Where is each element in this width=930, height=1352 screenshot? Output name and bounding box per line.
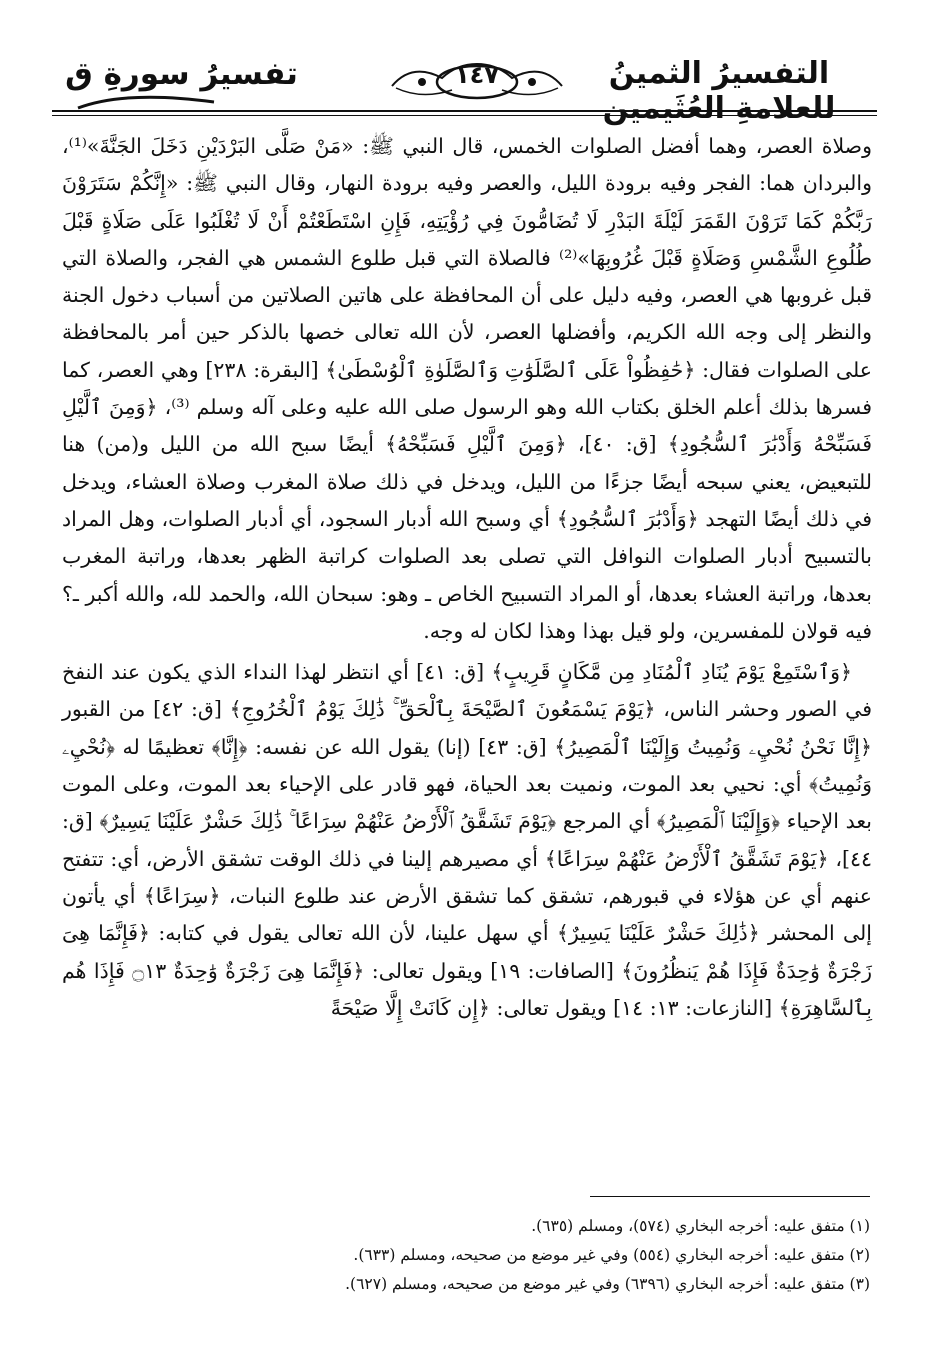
running-header bbox=[52, 48, 877, 126]
book-title: التفسيرُ الثمينُ للعلامةِ العُثَيمين bbox=[602, 56, 836, 126]
footnote: (٣) متفق عليه: أخرجه البخاري (٦٣٩٦) وفي غير موضع من صحيحه، ومسلم (٦٢٧). bbox=[345, 1275, 870, 1293]
paragraph: وصلاة العصر، وهما أفضل الصلوات الخمس، قال النبي ﷺ: «مَنْ صَلَّى البَرْدَيْنِ دَخَلَ الجَنَّةَ»⁽¹⁾، والبردان هما: الفجر وفيه برودة الليل، والعصر وفيه برودة النهار، وقال النبي ﷺ: «إِنَّكُمْ سَتَرَوْنَ رَبَّكُمْ كَمَا تَرَوْنَ القَمَرَ لَيْلَةَ البَدْرِ لَا تُضَامُّونَ فِي رُؤْيَتِهِ، فَإِنِ اسْتَطَعْتُمْ أَنْ لَا تُغْلَبُوا عَلَى صَلَاةٍ قَبْلَ طُلُوعِ الشَّمْسِ وَصَلَاةٍ قَبْلَ غُرُوبِهَا»⁽²⁾ فالصلاة التي قبل طلوع الشمس هي الفجر، والصلاة التي قبل غروبها هي العصر، وفيه دليل على أن المحافظة على هاتين الصلاتين من أسباب دخول الجنة والنظر إلى وجه الله الكريم، وأفضلها العصر، لأن الله تعالى خصها بالذكر حين أمر بالمحافظة على الصلوات فقال: ﴿حَٰفِظُواْ عَلَى ٱلصَّلَوَٰتِ وَٱلصَّلَوٰةِ ٱلْوُسْطَىٰ﴾ [البقرة: ٢٣٨] وهي العصر، كما فسرها بذلك أعلم الخلق بكتاب الله وهو الرسول صلى الله عليه وعلى آله وسلم ⁽³⁾، ﴿وَمِنَ ٱلَّيْلِ فَسَبِّحْهُ وَأَدْبَٰرَ ٱلسُّجُودِ﴾ [ق: ٤٠]، ﴿وَمِنَ ٱلَّيْلِ فَسَبِّحْهُ﴾ أيضًا سبح الله من الليل و(من) هنا للتبعيض، يعني سبحه أيضًا جزءًا من الليل، ويدخل في ذلك صلاة المغرب وصلاة العشاء، ويدخل في ذلك أيضًا التهجد ﴿وَأَدْبَٰرَ ٱلسُّجُودِ﴾ أي وسبح الله أدبار السجود، أي أدبار الصلوات، وهل المراد بالتسبيح أدبار الصلوات النوافل التي تصلى بعد الصلوات كراتبة الظهر بعدها، وراتبة المغرب بعدها، وراتبة العشاء بعدها، أو المراد التسبيح الخاص ـ وهو: سبحان الله، والحمد لله، والله أكبر ـ؟ فيه قولان للمفسرين، ولو قيل بهذا وهذا لكان له وجه. bbox=[62, 134, 873, 643]
header-rule-thin bbox=[52, 115, 877, 116]
footnote: (١) متفق عليه: أخرجه البخاري (٥٧٤)، ومسلم (٦٣٥). bbox=[531, 1217, 870, 1235]
main-text bbox=[62, 128, 872, 1027]
header-rule bbox=[52, 110, 877, 112]
footnote: (٢) متفق عليه: أخرجه البخاري (٥٥٤) وفي غير موضع من صحيحه، ومسلم (٦٣٣). bbox=[353, 1246, 870, 1264]
paragraph: ﴿وَٱسْتَمِعْ يَوْمَ يُنَادِ ٱلْمُنَادِ مِن مَّكَانٍ قَرِيبٍ﴾ [ق: ٤١] أي انتظر لهذا النداء الذي يكون عند النفخ في الصور وحشر الناس، ﴿يَوْمَ يَسْمَعُونَ ٱلصَّيْحَةَ بِٱلْحَقِّ ۚ ذَٰلِكَ يَوْمُ ٱلْخُرُوجِ﴾ [ق: ٤٢] من القبور ﴿إِنَّا نَحْنُ نُحْيِۦ وَنُمِيتُ وَإِلَيْنَا ٱلْمَصِيرُ﴾ [ق: ٤٣] (إنا) يقول الله عن نفسه: ﴿إِنَّا﴾ تعظيمًا له ﴿نُحْيِۦ وَنُمِيتُ﴾ أي: نحيي بعد الموت، ونميت بعد الحياة، فهو قادر على الإحياء بعد الموت، وعلى الموت بعد الإحياء ﴿وَإِلَيْنَا ٱلْمَصِيرُ﴾ أي المرجع ﴿يَوْمَ تَشَقَّقُ ٱلْأَرْضُ عَنْهُمْ سِرَاعًا ۚ ذَٰلِكَ حَشْرٌ عَلَيْنَا يَسِيرٌ﴾ [ق: ٤٤]، ﴿يَوْمَ تَشَقَّقُ ٱلْأَرْضُ عَنْهُمْ سِرَاعًا﴾ أي مصيرهم إلينا في ذلك الوقت تشقق الأرض، أي: تتفتح عنهم أي عن هؤلاء في قبورهم، تشقق كما تشقق الأرض عند طلوع النبات، ﴿سِرَاعًا﴾ أي يأتون إلى المحشر ﴿ذَٰلِكَ حَشْرٌ عَلَيْنَا يَسِيرٌ﴾ أي سهل علينا، لأن الله تعالى يقول في كتابه: ﴿فَإِنَّمَا هِىَ زَجْرَةٌ وَٰحِدَةٌ فَإِذَا هُمْ يَنظُرُونَ﴾ [الصافات: ١٩] ويقول تعالى: ﴿فَإِنَّمَا هِىَ زَجْرَةٌ وَٰحِدَةٌ ۝١٣ فَإِذَا هُم بِٱلسَّاهِرَةِ﴾ [النازعات: ١٣: ١٤] ويقول تعالى: ﴿إِن كَانَتْ إِلَّا صَيْحَةً bbox=[62, 660, 873, 1020]
footnotes bbox=[330, 1212, 870, 1299]
page-number: ١٤٧ bbox=[455, 61, 499, 89]
surah-title: تفسيرُ سورةِ ق bbox=[65, 56, 298, 92]
footnote-separator bbox=[590, 1196, 870, 1197]
